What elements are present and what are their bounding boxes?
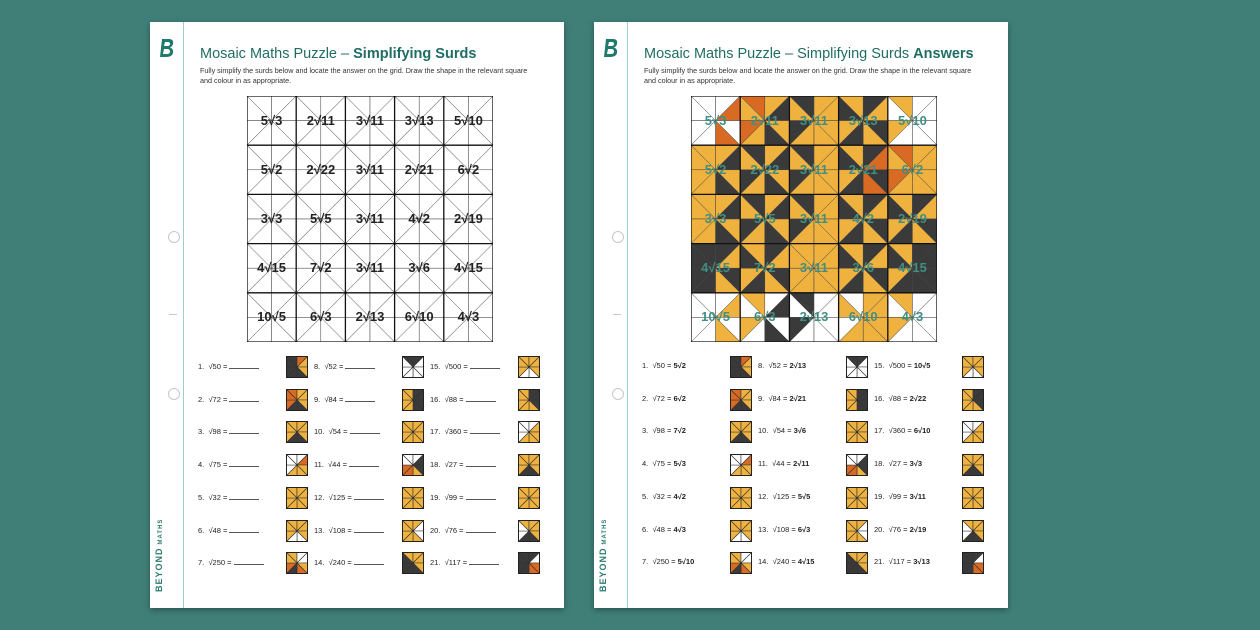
- answer-blank[interactable]: [345, 394, 375, 402]
- answer-blank[interactable]: [466, 459, 496, 467]
- grid-cell-label: 4√15: [453, 260, 483, 276]
- answer-blank[interactable]: [229, 492, 259, 500]
- question-item: [198, 552, 318, 574]
- answer-value: 2√22: [909, 393, 927, 403]
- answer-value: 6√10: [913, 426, 931, 436]
- mosaic-tile: [402, 552, 424, 574]
- answer-value: 5√5: [797, 491, 811, 501]
- mosaic-tile: [402, 454, 424, 476]
- beyond-logo-icon: [603, 38, 619, 58]
- grid-cell-label: 10√5: [701, 309, 730, 325]
- question-item: [758, 356, 878, 378]
- grid-cell-label: 2√13: [355, 309, 385, 325]
- mosaic-tile: [402, 487, 424, 509]
- question-item: [642, 552, 762, 574]
- answer-blank[interactable]: [354, 492, 384, 500]
- mosaic-tile: [730, 520, 752, 542]
- question-text: 10. √54 =: [314, 426, 380, 436]
- question-item: [874, 421, 994, 443]
- question-item: [430, 421, 550, 443]
- answer-blank[interactable]: [350, 426, 380, 434]
- question-text: 4. √75 = 5√3: [642, 459, 686, 469]
- question-item: [314, 487, 434, 509]
- grid-cell-label: 7√2: [309, 260, 332, 276]
- mosaic-tile: [402, 520, 424, 542]
- mosaic-tile: [518, 389, 540, 411]
- question-text: 14. √240 =: [314, 557, 384, 567]
- mosaic-tile: [962, 356, 984, 378]
- grid-cell-label: 5√2: [704, 161, 727, 177]
- answer-blank[interactable]: [229, 459, 259, 467]
- instructions: Fully simplify the surds below and locate the answer on the grid. Draw the shape in the relevant square and colour in as appropriate.: [200, 66, 528, 85]
- question-item: [758, 389, 878, 411]
- question-text: 7. √250 = 5√10: [642, 557, 695, 567]
- question-text: 10. √54 = 3√6: [758, 426, 807, 436]
- mosaic-tile: [518, 356, 540, 378]
- grid-cell-label: 3√11: [799, 211, 829, 226]
- mosaic-tile: [962, 520, 984, 542]
- question-item: [642, 454, 762, 476]
- grid-cell-label: 3√13: [404, 112, 434, 128]
- mosaic-tile: [846, 356, 868, 378]
- mosaic-tile: [402, 356, 424, 378]
- answer-blank[interactable]: [229, 525, 259, 533]
- grid-cell-label: 3√3: [260, 211, 283, 226]
- mosaic-tile: [730, 356, 752, 378]
- brand-wordmark: BEYONDMATHS: [598, 518, 608, 592]
- question-item: [198, 421, 318, 443]
- question-item: [642, 389, 762, 411]
- question-item: [314, 421, 434, 443]
- grid-cell-label: 2√11: [750, 112, 779, 128]
- answer-blank[interactable]: [229, 426, 259, 434]
- question-item: [758, 421, 878, 443]
- mosaic-tile: [286, 487, 308, 509]
- mosaic-tile: [730, 487, 752, 509]
- question-text: 20. √76 =: [430, 525, 496, 535]
- answer-blank[interactable]: [466, 394, 496, 402]
- grid-cell-label: 2√22: [750, 161, 780, 177]
- page-title: Mosaic Maths Puzzle – Simplifying Surds: [200, 46, 477, 62]
- answer-value: 5√2: [673, 361, 686, 370]
- question-text: 6. √48 =: [198, 525, 259, 535]
- punch-hole: [168, 388, 180, 400]
- punch-hole: [612, 231, 624, 243]
- answer-value: 2√19: [909, 524, 927, 534]
- mosaic-tile: [518, 454, 540, 476]
- question-item: [314, 389, 434, 411]
- grid-cell-label: 3√11: [799, 161, 829, 177]
- question-text: 2. √72 =: [198, 394, 259, 404]
- answer-value: 5√10: [677, 557, 695, 567]
- question-text: 8. √52 =: [314, 361, 375, 371]
- grid-cell-label: 4√15: [897, 260, 927, 276]
- question-item: [642, 356, 762, 378]
- question-text: 15. √500 = 10√5: [874, 361, 931, 370]
- grid-cell-label: 7√2: [753, 260, 776, 276]
- mosaic-tile: [518, 520, 540, 542]
- question-item: [642, 520, 762, 542]
- question-text: 21. √117 =: [430, 557, 499, 567]
- question-text: 12. √125 = 5√5: [758, 491, 811, 501]
- mosaic-tile: [846, 520, 868, 542]
- answer-value: 2√21: [789, 393, 807, 403]
- grid-cell-label: 3√11: [799, 260, 829, 276]
- grid-cell-label: 6√2: [901, 161, 924, 177]
- mosaic-tile: [962, 389, 984, 411]
- grid-cell-label: 4√15: [701, 260, 730, 276]
- mosaic-tile: [846, 552, 868, 574]
- question-text: 13. √108 = 6√3: [758, 524, 811, 534]
- question-text: 4. √75 =: [198, 459, 259, 469]
- grid-cell-label: 5√3: [260, 112, 283, 128]
- grid-cell-label: 2√19: [453, 211, 483, 226]
- mosaic-tile: [846, 421, 868, 443]
- grid-cell-label: 4√3: [457, 309, 480, 325]
- grid-cell-label: 5√5: [309, 211, 332, 226]
- question-text: 21. √117 = 3√13: [874, 557, 930, 567]
- question-text: 14. √240 = 4√15: [758, 557, 815, 567]
- mosaic-tile: [846, 487, 868, 509]
- grid-cell-label: 4√2: [852, 211, 874, 226]
- grid-cell-label: 3√6: [408, 260, 430, 276]
- answer-blank[interactable]: [345, 361, 375, 369]
- grid-cell-label: 5√10: [897, 112, 927, 128]
- grid-cell-label: 6√10: [404, 309, 434, 325]
- answer-value: 6√3: [797, 524, 811, 534]
- grid-cell-label: 6√3: [753, 309, 776, 325]
- grid-cell-label: 2√19: [897, 211, 927, 226]
- question-item: [314, 520, 434, 542]
- mosaic-tile: [962, 552, 984, 574]
- grid-cell-label: 5√3: [704, 112, 727, 128]
- question-text: 1. √50 =: [198, 361, 259, 371]
- answer-blank[interactable]: [349, 459, 379, 467]
- grid-cell-label: 2√21: [848, 161, 878, 177]
- question-item: [198, 520, 318, 542]
- beyond-logo-icon: [159, 38, 175, 58]
- question-text: 2. √72 = 6√2: [642, 393, 686, 403]
- answer-value: 3√3: [909, 459, 923, 469]
- question-item: [430, 389, 550, 411]
- mosaic-tile: [286, 356, 308, 378]
- grid-cell-label: 5√5: [753, 211, 776, 226]
- answer-value: 6√2: [673, 393, 686, 403]
- question-item: [758, 520, 878, 542]
- grid-cell-label: 2√13: [799, 309, 829, 325]
- question-item: [314, 356, 434, 378]
- margin-line: [183, 22, 184, 608]
- answers-page: [594, 22, 1008, 608]
- mosaic-tile: [730, 421, 752, 443]
- grid-cell-label: 4√3: [901, 309, 924, 325]
- question-item: [874, 487, 994, 509]
- question-text: 9. √84 = 2√21: [758, 393, 807, 403]
- mosaic-grid: [247, 96, 493, 342]
- answer-value: 5√3: [673, 459, 686, 469]
- question-item: [198, 454, 318, 476]
- grid-cell-label: 3√11: [355, 260, 385, 276]
- question-item: [198, 356, 318, 378]
- question-item: [430, 520, 550, 542]
- grid-cell-label: 3√3: [704, 211, 727, 226]
- grid-cell-label: 3√11: [355, 112, 385, 128]
- mosaic-tile: [730, 552, 752, 574]
- question-text: 12. √125 =: [314, 492, 384, 502]
- mosaic-tile: [962, 487, 984, 509]
- answer-value: 7√2: [673, 426, 686, 436]
- question-text: 1. √50 = 5√2: [642, 361, 686, 370]
- fold-mark: [169, 314, 177, 315]
- mosaic-tile: [286, 389, 308, 411]
- mosaic-tile: [518, 487, 540, 509]
- question-item: [874, 520, 994, 542]
- answer-value: 2√11: [793, 459, 810, 469]
- question-text: 17. √360 =: [430, 426, 500, 436]
- question-item: [198, 389, 318, 411]
- answer-value: 2√13: [789, 361, 807, 370]
- grid-cell-label: 2√22: [306, 161, 336, 177]
- answer-blank[interactable]: [234, 557, 264, 565]
- question-item: [430, 487, 550, 509]
- punch-hole: [612, 388, 624, 400]
- worksheet-page: [150, 22, 564, 608]
- grid-cell-label: 3√11: [355, 211, 385, 226]
- grid-cell-label: 6√3: [309, 309, 332, 325]
- answer-blank[interactable]: [229, 361, 259, 369]
- mosaic-tile: [402, 389, 424, 411]
- answer-value: 3√11: [909, 491, 926, 501]
- question-text: 13. √108 =: [314, 525, 384, 535]
- grid-cell-label: 10√5: [257, 309, 286, 325]
- grid-cell-label: 2√21: [404, 161, 434, 177]
- grid-cell-label: 2√11: [306, 112, 335, 128]
- question-item: [430, 356, 550, 378]
- question-text: 9. √84 =: [314, 394, 375, 404]
- grid-cell-label: 6√10: [848, 309, 878, 325]
- grid-cell-label: 4√15: [257, 260, 286, 276]
- answer-blank[interactable]: [354, 557, 384, 565]
- question-item: [642, 487, 762, 509]
- question-text: 19. √99 = 3√11: [874, 491, 926, 501]
- question-text: 18. √27 =: [430, 459, 496, 469]
- answer-blank[interactable]: [229, 394, 259, 402]
- question-item: [314, 454, 434, 476]
- answer-blank[interactable]: [469, 557, 499, 565]
- mosaic-tile: [286, 454, 308, 476]
- grid-cell-label: 3√11: [355, 161, 385, 177]
- grid-cell-label: 5√2: [260, 161, 283, 177]
- punch-hole: [168, 231, 180, 243]
- mosaic-tile: [962, 454, 984, 476]
- answer-list: [642, 356, 1002, 586]
- question-text: 5. √32 = 4√2: [642, 491, 686, 501]
- grid-cell-label: 4√2: [408, 211, 430, 226]
- grid-cell-label: 3√11: [799, 112, 829, 128]
- question-item: [874, 389, 994, 411]
- grid-cell-label: 3√13: [848, 112, 878, 128]
- grid-cell-label: 5√10: [453, 112, 483, 128]
- answer-blank[interactable]: [470, 426, 500, 434]
- question-text: 11. √44 = 2√11: [758, 459, 810, 469]
- mosaic-tile: [730, 389, 752, 411]
- brand-wordmark: BEYONDMATHS: [154, 518, 164, 592]
- mosaic-tile: [518, 421, 540, 443]
- question-item: [758, 487, 878, 509]
- answer-value: 4√2: [673, 491, 686, 501]
- answer-blank[interactable]: [466, 492, 496, 500]
- fold-mark: [613, 314, 621, 315]
- mosaic-tile: [286, 421, 308, 443]
- question-text: 3. √98 =: [198, 426, 259, 436]
- question-text: 6. √48 = 4√3: [642, 524, 686, 534]
- question-text: 17. √360 = 6√10: [874, 426, 931, 436]
- answer-blank[interactable]: [466, 525, 496, 533]
- margin-line: [627, 22, 628, 608]
- instructions: Fully simplify the surds below and locate the answer on the grid. Draw the shape in the relevant square and colour in as appropriate.: [644, 66, 972, 85]
- question-text: 8. √52 = 2√13: [758, 361, 807, 370]
- question-item: [314, 552, 434, 574]
- answer-blank[interactable]: [354, 525, 384, 533]
- question-item: [198, 487, 318, 509]
- mosaic-tile: [846, 389, 868, 411]
- question-text: 19. √99 =: [430, 492, 496, 502]
- page-title: Mosaic Maths Puzzle – Simplifying Surds Answers: [644, 46, 974, 62]
- question-text: 15. √500 =: [430, 361, 500, 371]
- question-item: [430, 552, 550, 574]
- question-text: 3. √98 = 7√2: [642, 426, 686, 436]
- question-item: [430, 454, 550, 476]
- answer-value: 3√13: [913, 557, 930, 567]
- mosaic-tile: [730, 454, 752, 476]
- grid-cell-label: 3√6: [852, 260, 874, 276]
- question-item: [642, 421, 762, 443]
- answer-value: 4√15: [797, 557, 815, 567]
- question-text: 18. √27 = 3√3: [874, 459, 923, 469]
- mosaic-tile: [402, 421, 424, 443]
- question-item: [758, 552, 878, 574]
- question-list: [198, 356, 558, 586]
- answer-mosaic-grid: [691, 96, 937, 342]
- mosaic-tile: [286, 552, 308, 574]
- question-item: [874, 356, 994, 378]
- question-text: 5. √32 =: [198, 492, 259, 502]
- mosaic-tile: [286, 520, 308, 542]
- grid-cell-label: 6√2: [457, 161, 480, 177]
- mosaic-tile: [518, 552, 540, 574]
- question-text: 20. √76 = 2√19: [874, 524, 927, 534]
- question-item: [758, 454, 878, 476]
- mosaic-tile: [962, 421, 984, 443]
- answer-value: 4√3: [673, 524, 686, 534]
- mosaic-tile: [846, 454, 868, 476]
- question-item: [874, 552, 994, 574]
- question-text: 16. √88 = 2√22: [874, 393, 927, 403]
- question-item: [874, 454, 994, 476]
- answer-value: 3√6: [793, 426, 807, 436]
- answer-blank[interactable]: [470, 361, 500, 369]
- answer-value: 10√5: [913, 361, 931, 370]
- question-text: 7. √250 =: [198, 557, 264, 567]
- question-text: 11. √44 =: [314, 459, 379, 469]
- question-text: 16. √88 =: [430, 394, 496, 404]
